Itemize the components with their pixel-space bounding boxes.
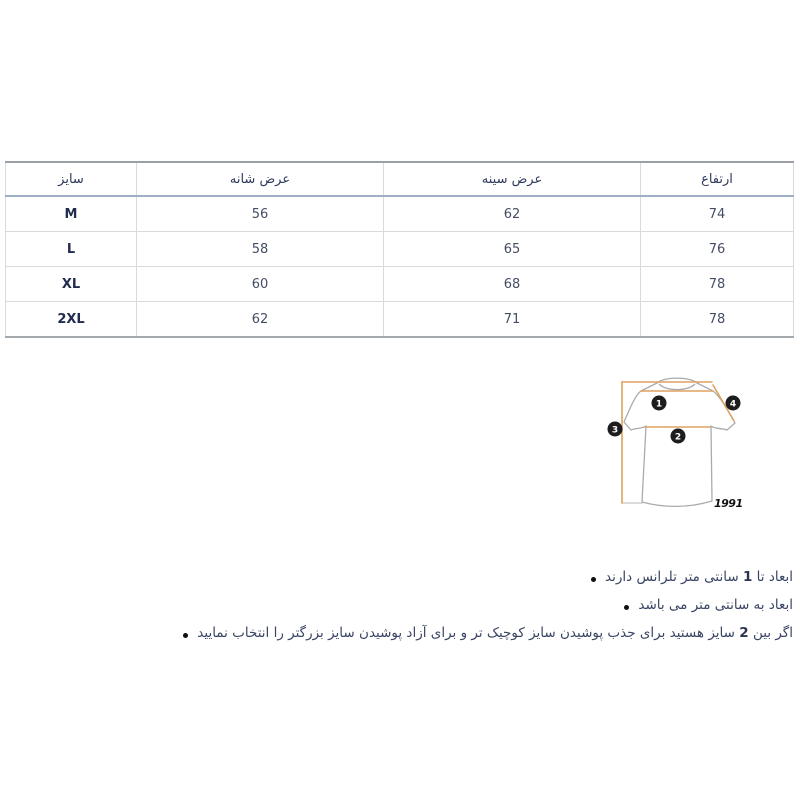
cell-shoulder: 56 bbox=[137, 196, 384, 232]
cell-size: 2XL bbox=[6, 302, 137, 338]
cell-chest: 68 bbox=[384, 267, 641, 302]
brand-logo-1991: 1991 bbox=[714, 497, 743, 510]
marker-label-4: 4 bbox=[729, 399, 737, 410]
cell-shoulder: 58 bbox=[137, 232, 384, 267]
column-header-size: سایز bbox=[6, 162, 137, 196]
cell-height: 76 bbox=[641, 232, 794, 267]
column-header-height: ارتفاع bbox=[641, 162, 794, 196]
notes-list bbox=[197, 568, 793, 652]
table-row bbox=[6, 302, 794, 338]
table-header-row bbox=[6, 162, 794, 196]
cell-chest: 71 bbox=[384, 302, 641, 338]
note-item bbox=[233, 568, 793, 586]
cell-height: 74 bbox=[641, 196, 794, 232]
note-text: ابعاد تا 1 سانتی متر تلرانس دارند bbox=[605, 569, 793, 585]
note-text: اگر بین 2 سایز هستید برای جذب پوشیدن سایز کوچیک تر و برای آزاد پوشیدن سایز بزرگتر را انتخاب نمایید bbox=[197, 625, 793, 641]
cell-height: 78 bbox=[641, 267, 794, 302]
bullet-icon bbox=[183, 633, 188, 638]
table-row bbox=[6, 267, 794, 302]
cell-chest: 65 bbox=[384, 232, 641, 267]
note-item bbox=[233, 596, 793, 614]
tshirt-diagram-svg bbox=[598, 372, 750, 514]
note-text: ابعاد به سانتی متر می باشد bbox=[638, 597, 793, 613]
cell-size: M bbox=[6, 196, 137, 232]
cell-shoulder: 62 bbox=[137, 302, 384, 338]
table-row bbox=[6, 232, 794, 267]
column-header-chest: عرض سینه bbox=[384, 162, 641, 196]
table-row bbox=[6, 196, 794, 232]
cell-height: 78 bbox=[641, 302, 794, 338]
size-chart-table bbox=[5, 161, 794, 338]
bullet-icon bbox=[591, 577, 596, 582]
marker-label-3: 3 bbox=[611, 425, 619, 436]
cell-chest: 62 bbox=[384, 196, 641, 232]
column-header-shoulder: عرض شانه bbox=[137, 162, 384, 196]
marker-label-1: 1 bbox=[655, 399, 663, 410]
bullet-icon bbox=[624, 605, 629, 610]
tshirt-measurement-diagram bbox=[598, 372, 750, 514]
cell-size: L bbox=[6, 232, 137, 267]
cell-shoulder: 60 bbox=[137, 267, 384, 302]
note-item bbox=[197, 624, 793, 642]
cell-size: XL bbox=[6, 267, 137, 302]
marker-label-2: 2 bbox=[674, 432, 682, 443]
